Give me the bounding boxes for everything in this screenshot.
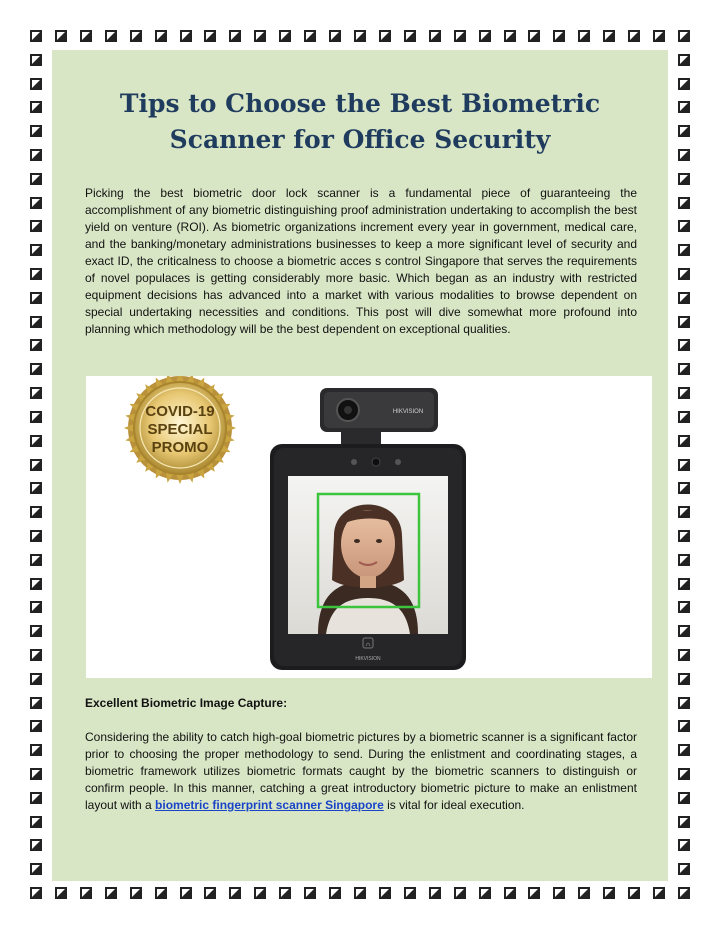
scanner-device: [270, 444, 466, 670]
border-box-icon: [30, 863, 42, 875]
border-box-icon: [678, 30, 690, 42]
border-box-icon: [279, 30, 291, 42]
border-box-icon: [603, 887, 615, 899]
border-box-icon: [528, 30, 540, 42]
border-box-icon: [678, 578, 690, 590]
border-box-icon: [678, 530, 690, 542]
badge-line-2: SPECIAL: [147, 421, 213, 438]
border-box-icon: [30, 697, 42, 709]
border-box-icon: [429, 30, 441, 42]
border-box-icon: [678, 268, 690, 280]
border-box-icon: [304, 887, 316, 899]
border-box-icon: [379, 887, 391, 899]
border-box-icon: [678, 625, 690, 637]
border-box-icon: [454, 887, 466, 899]
border-box-icon: [678, 125, 690, 137]
border-box-icon: [30, 554, 42, 566]
border-box-icon: [30, 316, 42, 328]
border-box-icon: [354, 30, 366, 42]
border-box-icon: [30, 887, 42, 899]
border-box-icon: [678, 149, 690, 161]
border-box-icon: [254, 30, 266, 42]
border-box-icon: [30, 173, 42, 185]
promo-badge: [124, 376, 236, 484]
border-box-icon: [678, 673, 690, 685]
border-box-icon: [30, 363, 42, 375]
border-box-icon: [578, 887, 590, 899]
border-box-icon: [678, 601, 690, 613]
border-box-icon: [479, 887, 491, 899]
border-box-icon: [180, 30, 192, 42]
border-box-icon: [678, 554, 690, 566]
border-box-icon: [30, 839, 42, 851]
border-box-icon: [30, 720, 42, 732]
border-box-icon: [30, 601, 42, 613]
border-box-icon: [30, 459, 42, 471]
border-box-icon: [229, 887, 241, 899]
border-box-icon: [105, 887, 117, 899]
border-box-icon: [653, 887, 665, 899]
border-box-icon: [55, 30, 67, 42]
border-box-icon: [678, 316, 690, 328]
brand-label-bottom: HIKVISION: [355, 656, 381, 662]
border-box-icon: [354, 887, 366, 899]
border-box-icon: [678, 839, 690, 851]
border-box-icon: [30, 78, 42, 90]
badge-line-1: COVID-19: [145, 403, 215, 420]
border-box-icon: [30, 387, 42, 399]
border-box-icon: [628, 887, 640, 899]
border-box-icon: [504, 30, 516, 42]
border-box-icon: [678, 744, 690, 756]
border-box-icon: [678, 387, 690, 399]
border-box-icon: [404, 887, 416, 899]
border-box-icon: [80, 887, 92, 899]
border-box-icon: [678, 459, 690, 471]
border-box-icon: [304, 30, 316, 42]
scanner-link[interactable]: biometric fingerprint scanner Singapore: [155, 798, 384, 812]
product-image: [86, 376, 652, 678]
content-panel: [52, 50, 668, 881]
border-box-icon: [204, 887, 216, 899]
border-box-icon: [30, 625, 42, 637]
border-box-icon: [678, 816, 690, 828]
border-box-icon: [678, 173, 690, 185]
border-box-icon: [155, 887, 167, 899]
border-box-icon: [329, 30, 341, 42]
border-box-icon: [254, 887, 266, 899]
border-box-icon: [130, 30, 142, 42]
body-text-before-link: Considering the ability to catch high-goal biometric pictures by a biometric scanner is a significant factor prior to choosing the proper methodology to send. During the enlistment and coordinating stages, a biometric framework utilizes biometric formats caught by the biometric scanners to distinguish or confirm people. In this manner, catching a great introductory biometric picture to make an enlistment layout with a: [85, 730, 637, 812]
border-box-icon: [130, 887, 142, 899]
border-box-icon: [30, 125, 42, 137]
border-box-icon: [80, 30, 92, 42]
border-box-icon: [30, 292, 42, 304]
border-box-icon: [678, 339, 690, 351]
thermal-camera-module: [320, 388, 438, 446]
border-box-icon: [678, 244, 690, 256]
border-box-icon: [30, 54, 42, 66]
border-box-icon: [528, 887, 540, 899]
border-box-icon: [628, 30, 640, 42]
border-box-icon: [678, 292, 690, 304]
border-box-icon: [678, 78, 690, 90]
border-box-icon: [553, 887, 565, 899]
border-box-icon: [30, 673, 42, 685]
border-box-icon: [678, 697, 690, 709]
border-box-icon: [30, 768, 42, 780]
product-illustration: [86, 376, 652, 678]
border-box-icon: [30, 101, 42, 113]
border-box-icon: [578, 30, 590, 42]
border-box-icon: [678, 54, 690, 66]
border-box-icon: [678, 792, 690, 804]
border-box-icon: [678, 863, 690, 875]
border-box-icon: [678, 101, 690, 113]
border-box-icon: [678, 197, 690, 209]
border-box-icon: [30, 339, 42, 351]
sensor-dot-icon: [351, 459, 357, 465]
border-box-icon: [678, 411, 690, 423]
border-box-icon: [678, 435, 690, 447]
border-box-icon: [653, 30, 665, 42]
section-heading: Excellent Biometric Image Capture:: [85, 696, 288, 710]
border-box-icon: [678, 363, 690, 375]
border-box-icon: [30, 268, 42, 280]
border-box-icon: [155, 30, 167, 42]
border-box-icon: [30, 435, 42, 447]
border-box-icon: [30, 744, 42, 756]
border-box-icon: [678, 720, 690, 732]
border-box-icon: [553, 30, 565, 42]
border-box-icon: [678, 887, 690, 899]
border-box-icon: [678, 768, 690, 780]
border-box-icon: [30, 792, 42, 804]
intro-paragraph: Picking the best biometric door lock scanner is a fundamental piece of guaranteeing the accomplishment of any biometric distinguishing proof administration undertaking to accomplish the best yield on venture (ROI). As biometric organizations increment every year in government, medical care, and the banking/monetary administrations businesses to keep a more significant level of security and exact ID, the criticalness to choose a biometric acces s control Singapore that serves the requirements of novel populaces is getting considerably more basic. Which began as an industry with restricted equipment decisions has advanced into a market with various modalities to browse dependent on special undertaking necessities and conditions. This post will dive somewhat more profound into planning which methodology will be the best dependent on exceptional qualities.: [85, 186, 637, 336]
border-box-icon: [30, 530, 42, 542]
border-box-icon: [30, 30, 42, 42]
border-box-icon: [429, 887, 441, 899]
border-box-icon: [55, 887, 67, 899]
border-box-icon: [105, 30, 117, 42]
border-box-icon: [329, 887, 341, 899]
border-box-icon: [30, 482, 42, 494]
border-box-icon: [603, 30, 615, 42]
border-box-icon: [678, 506, 690, 518]
border-box-icon: [404, 30, 416, 42]
border-box-icon: [30, 649, 42, 661]
border-box-icon: [678, 482, 690, 494]
border-box-icon: [204, 30, 216, 42]
border-box-icon: [30, 220, 42, 232]
page-title: Tips to Choose the Best Biometric Scanner for Office Security: [119, 89, 601, 154]
border-box-icon: [479, 30, 491, 42]
brand-label-top: HIKVISION: [392, 409, 424, 415]
border-box-icon: [30, 149, 42, 161]
border-box-icon: [279, 887, 291, 899]
border-box-icon: [678, 649, 690, 661]
border-box-icon: [379, 30, 391, 42]
border-box-icon: [30, 816, 42, 828]
border-box-icon: [30, 197, 42, 209]
border-box-icon: [678, 220, 690, 232]
border-box-icon: [504, 887, 516, 899]
border-box-icon: [30, 578, 42, 590]
border-box-icon: [229, 30, 241, 42]
border-box-icon: [180, 887, 192, 899]
body-paragraph: [85, 729, 637, 814]
body-text-after-link: is vital for ideal execution.: [383, 798, 525, 812]
border-box-icon: [30, 506, 42, 518]
border-box-icon: [30, 411, 42, 423]
border-box-icon: [454, 30, 466, 42]
border-box-icon: [30, 244, 42, 256]
badge-line-3: PROMO: [151, 439, 209, 456]
